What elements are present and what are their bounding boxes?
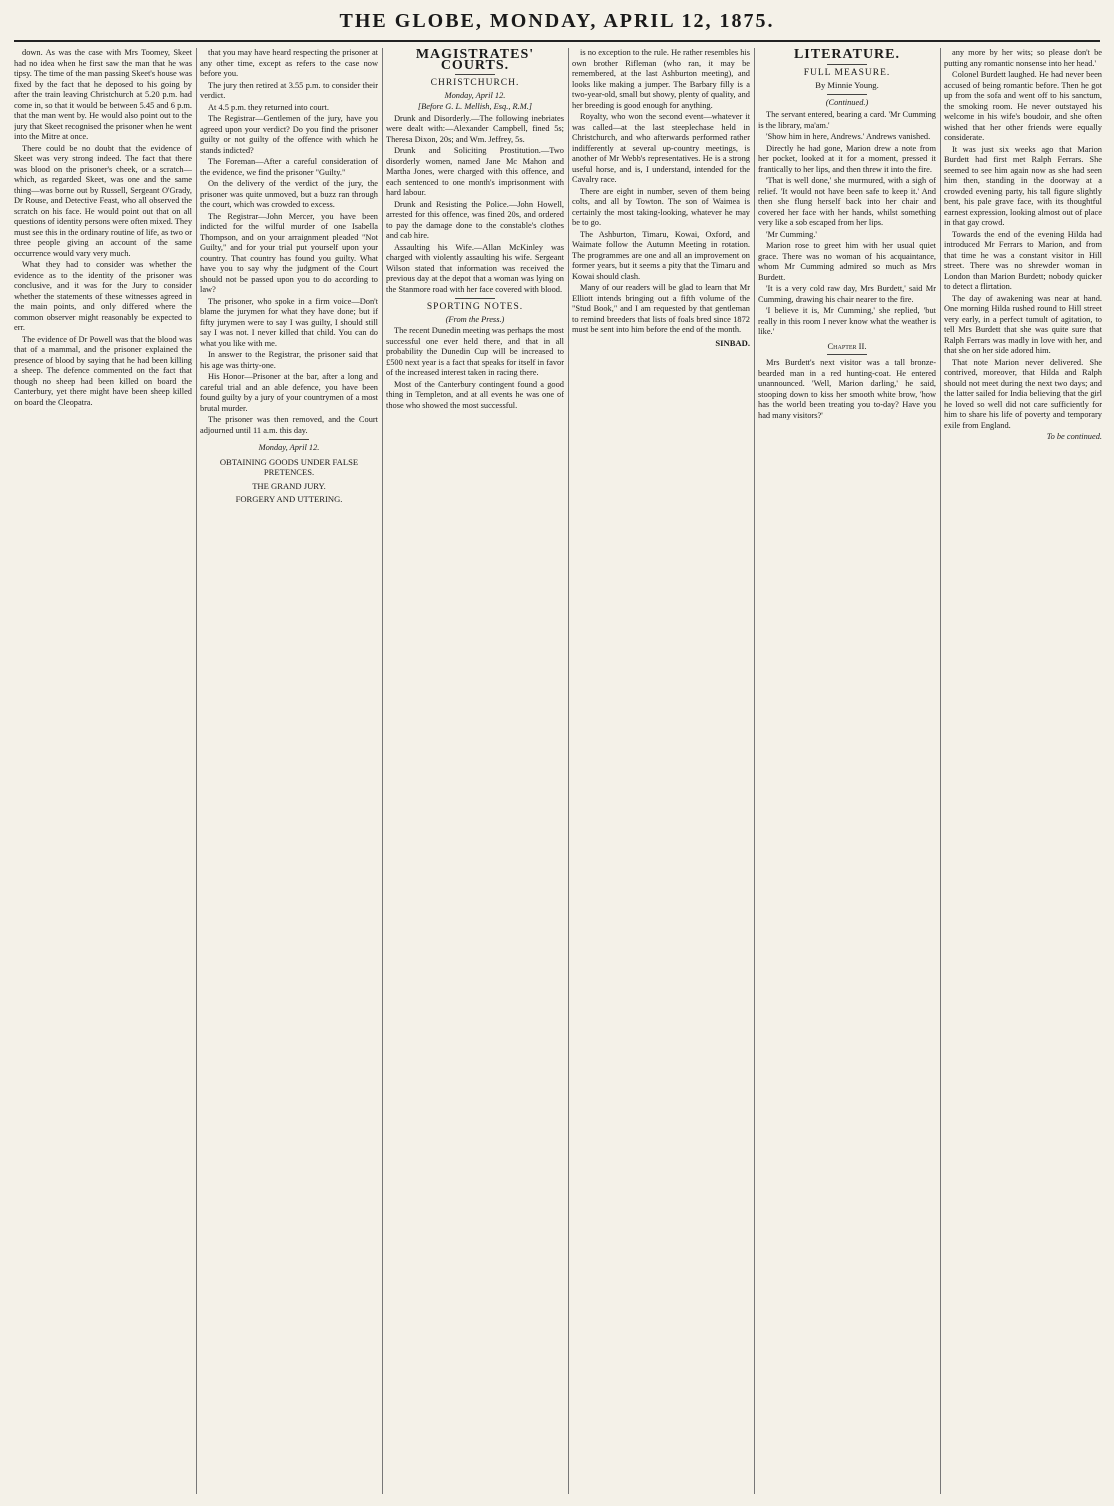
section-rule <box>827 64 867 65</box>
section-title: MAGISTRATES' COURTS. <box>415 48 535 73</box>
section-title: SPORTING NOTES. <box>426 302 524 312</box>
byline: By Minnie Young. <box>815 80 879 90</box>
section-rule <box>269 439 309 440</box>
paragraph: 'I believe it is, Mr Cumming,' she replied, 'but really in this room I never know what the weather is like.' <box>758 306 936 336</box>
paragraph: Colonel Burdett laughed. He had never been accused of being romantic before. Then he got up from the sofa and went off to his sanctum, the smoking room. He never outstayed his welcome in his wife's boudoir, and she often wished that her other friends were equally considerate. <box>944 70 1102 142</box>
paragraph: The jury then retired at 3.55 p.m. to consider their verdict. <box>200 80 378 100</box>
subheading: OBTAINING GOODS UNDER FALSE PRETENCES. <box>219 456 359 477</box>
paragraph: In answer to the Registrar, the prisoner said that his age was thirty-one. <box>200 350 378 370</box>
signoff: SINBAD. <box>715 337 750 348</box>
paragraph: any more by her wits; so please don't be putting any romantic nonsense into her head.' <box>944 48 1102 68</box>
paragraph: 'Show him in here, Andrews.' Andrews vanished. <box>766 132 931 141</box>
paragraph: 'It is a very cold raw day, Mrs Burdett,' said Mr Cumming, drawing his chair nearer to the fire. <box>758 284 936 304</box>
paragraph: Towards the end of the evening Hilda had introduced Mr Ferrars to Marion, and from that time he was a constant visitor in Hill street. There was no shrewder woman in London than Marion Burdett; nobody quicker to detect a flirtation. <box>944 229 1102 291</box>
paragraph: Assaulting his Wife.—Allan McKinley was charged with violently assaulting his wife. Sergeant Wilson stated that information was received the previous day at the depot that a woman was lying on the Stanmore road with her face covered with blood. <box>386 242 564 294</box>
subheading: FORGERY AND UTTERING. <box>235 494 343 504</box>
paragraph: Royalty, who won the second event—whatever it was called—at the last steeplechase held in Christchurch, and who afterwards performed rather indifferently at several up-country meetings, is another of Mr Webb's representatives. He is a strong useful horse, and is, I understand, intended for the Cavalry race. <box>572 112 750 184</box>
paragraph: At 4.5 p.m. they returned into court. <box>208 102 329 112</box>
paragraph: The prisoner, who spoke in a firm voice—Don't blame the jurymen for what they have done; but if fifty jurymen were to say I was guilty, I should still say I was not. I never killed that child. You can do what you like with me. <box>200 296 378 348</box>
story-title: FULL MEASURE. <box>803 67 891 78</box>
paragraph: that you may have heard respecting the prisoner at any other time, except as refers to the case now before you. <box>200 48 378 78</box>
paragraph: 'That is well done,' she murmured, with a sigh of relief. 'It would not have been safe to keep it.' And then she flung herself back into her chair and covered her face with her hands, whilst something very like a sob escaped from her lips. <box>758 176 936 227</box>
paragraph: The Registrar—Gentlemen of the jury, have you agreed upon your verdict? Do you find the prisoner guilty or not guilty of the offence with which he stands indicted? <box>200 114 378 155</box>
paragraph: The servant entered, bearing a card. 'Mr Cumming is the library, ma'am.' <box>758 110 936 130</box>
source-note: (From the Press.) <box>445 314 505 324</box>
paragraph: Drunk and Soliciting Prostitution.—Two disorderly women, named Jane Mc Mahon and Martha Jones, were charged with this offence, and each sentenced to one month's imprisonment with hard labour. <box>386 146 564 197</box>
paragraph: Most of the Canterbury contingent found a good thing in Templeton, and at all events he was one of those who showed the most successful. <box>386 379 564 410</box>
paragraph: Directly he had gone, Marion drew a note from her pocket, looked at it for a moment, pressed it frantically to her lips, and then threw it into the fire. <box>758 143 936 174</box>
column-2 <box>200 48 378 1494</box>
paragraph: On the delivery of the verdict of the jury, the prisoner was quite unmoved, but a buzz ran through the court, which was crowded to excess. <box>200 179 378 209</box>
paragraph: The prisoner was then removed, and the Court adjourned until 11 a.m. this day. <box>200 415 378 435</box>
paragraph: Drunk and Disorderly.—The following inebriates were dealt with:—Alexander Campbell, fined 5s; Theresa Dixon, 20s; and Wm. Jeffrey, 5s. <box>386 113 564 144</box>
column-divider <box>754 48 755 1494</box>
section-rule <box>455 298 495 299</box>
paragraph: Many of our readers will be glad to learn that Mr Elliott intends bringing out a fifth volume of the "Stud Book," and I am requested by that gentleman to remind breeders that lists of foals bred since 1872 must be sent into him before the end of the month. <box>572 283 750 334</box>
section-rule <box>827 354 867 355</box>
bench-note: [Before G. L. Mellish, Esq., R.M.] <box>417 102 533 111</box>
paragraph: is no exception to the rule. He rather resembles his own brother Rifleman (who ran, it may be remembered, at the last Ashburton meeting), and looks like making a jumper. The Barbary filly is a two-year-old, small but showy, plenty of quality, and her breeding is good enough for anything. <box>572 48 750 110</box>
paragraph: The Foreman—After a careful consideration of the evidence, we find the prisoner "Guilty." <box>200 157 378 177</box>
paragraph: The day of awakening was near at hand. One morning Hilda rushed round to Hill street very early, in a perfect tumult of agitation, to tell Mrs Burdett that she was quite sure that Ralph Ferrars was madly in love with her, and that she on her side adored him. <box>944 293 1102 355</box>
column-3 <box>386 48 564 1494</box>
column-divider <box>940 48 941 1494</box>
paragraph: It was just six weeks ago that Marion Burdett had first met Ralph Ferrars. She seemed to see him again now as she had seen him then, standing in the doorway at a crowded evening party, his tall figure slightly bent, his pale grave face, with its thoughtful earnest expression, looking almost out of place in that gay crowd. <box>944 144 1102 227</box>
masthead-rule <box>14 40 1100 42</box>
paragraph: That note Marion never delivered. She contrived, moreover, that Hilda and Ralph should not meet during the next two days; and the latter sailed for India believing that the girl he loved so well did not care sufficiently for him to share his life of poverty and temporary exile from England. <box>944 357 1102 430</box>
paragraph: Marion rose to greet him with her usual quiet grace. There was no woman of his acquaintance, whom Mr Cumming admired so much as Mrs Burdett. <box>758 241 936 282</box>
place-heading: CHRISTCHURCH. <box>430 78 520 88</box>
to-be-continued: To be continued. <box>1046 432 1102 441</box>
dateline: Monday, April 12. <box>444 90 506 100</box>
column-divider <box>568 48 569 1494</box>
paragraph: His Honor—Prisoner at the bar, after a long and careful trial and an able defence, you have been found guilty by a jury of your countrymen of a most brutal murder. <box>200 372 378 413</box>
paragraph: down. As was the case with Mrs Toomey, Skeet had no idea when he first saw the man that he was tipsy. The time of the man passing Skeet's house was fixed by the fact that he deposed to his going by after the train leaving Christchurch at 5.20 p.m. had come in, so that it would be between 5.45 and 6 p.m. that the man went by. He would also point out to the jury that Skeet recognised the prisoner when he went into the Mitre at once. <box>14 48 192 141</box>
paragraph: Drunk and Resisting the Police.—John Howell, arrested for this offence, was fined 20s, and ordered to pay the damage done to the constable's clothes and cab hire. <box>386 199 564 240</box>
paragraph: There could be no doubt that the evidence of Skeet was very strong indeed. The fact that there was blood on the prisoner's cheek, or a scratch—which, as regarded Skeet, was one and the same thing—was borne out by Russell, Sergeant O'Grady, Dr Rouse, and Detective Feast, who all observed the scratch on his face. He would point out that on all questions of identity persons were often mixed. They must see this in the ordinary routine of life, as two or three people giving an account of the same occurrence would vary very much. <box>14 143 192 258</box>
chapter-heading: Chapter II. <box>827 340 867 351</box>
paragraph: 'Mr Cumming.' <box>766 229 817 239</box>
paragraph: The recent Dunedin meeting was perhaps the most successful one ever held there, and that in all probability the Dunedin Cup will be increased to £500 next year is a fact that speaks for itself in favor of the increased interest taken in racing there. <box>386 326 564 377</box>
paragraph: The Registrar—John Mercer, you have been indicted for the wilful murder of one Isabella Thompson, and on your arraignment pleaded "Not Guilty," and for your trial put yourself upon your country. That country has found you guilty. What have you to say why the judgment of the Court should not be passed upon you to do according to law? <box>200 211 378 294</box>
continued-note: (Continued.) <box>825 97 869 107</box>
column-5 <box>758 48 936 1494</box>
masthead: THE GLOBE, MONDAY, APRIL 12, 1875. <box>339 10 775 32</box>
column-divider <box>382 48 383 1494</box>
section-title: LITERATURE. <box>793 48 901 62</box>
subheading: THE GRAND JURY. <box>252 480 326 491</box>
dateline: Monday, April 12. <box>258 443 320 452</box>
paragraph: What they had to consider was whether the evidence as to the identity of the prisoner was conclusive, and it was for the Jury to consider whether the statements of these witnesses agreed in the main points, and only differed where the common observer might reasonably be expected to err. <box>14 260 192 332</box>
paragraph: The Ashburton, Timaru, Kowai, Oxford, and Waimate follow the Autumn Meeting in rotation. The programmes are one and all an improvement on former years, but it seems a pity that the Timaru and Kowai should clash. <box>572 229 750 281</box>
column-4 <box>572 48 750 1494</box>
column-6 <box>944 48 1102 1494</box>
column-1 <box>14 48 192 1494</box>
column-divider <box>196 48 197 1494</box>
paragraph: Mrs Burdett's next visitor was a tall bronze-bearded man in a red hunting-coat. He entered unannounced. 'Well, Marion darling,' he said, stooping down to kiss her smooth white brow, 'how has the world been treating you to-day? Have you had many visitors?' <box>758 358 936 420</box>
section-rule <box>455 74 495 75</box>
section-rule <box>827 94 867 95</box>
paragraph: The evidence of Dr Powell was that the blood was that of a mammal, and the prisoner explained the presence of blood by saying that he had been killing a sheep. The defence commented on the fact that though no sheep had been killed on board the Canterbury, yet there might have been sheep killed on board the Cleopatra. <box>14 334 192 407</box>
paragraph: There are eight in number, seven of them being colts, and all by Towton. The son of Waimea is certainly the most taking-looking, whatever he may be to go. <box>572 186 750 227</box>
